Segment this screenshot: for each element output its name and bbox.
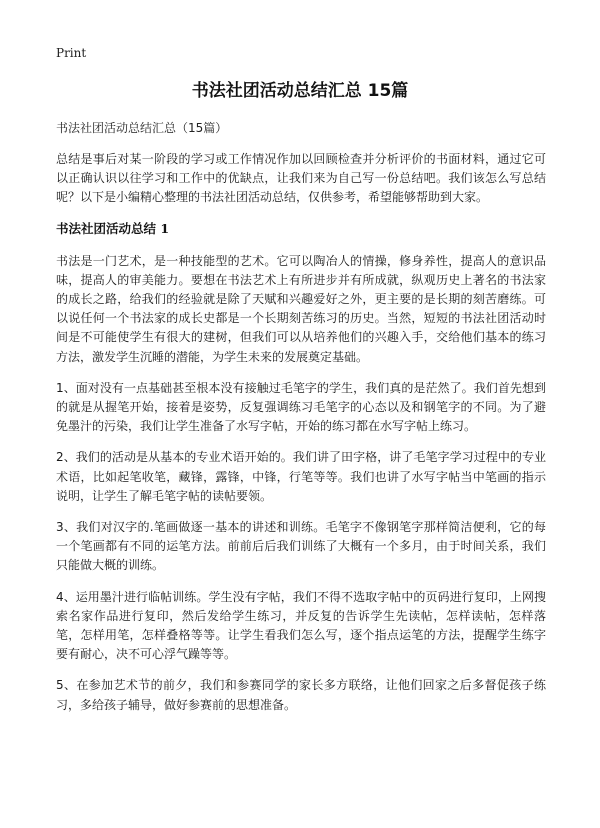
body-paragraph: 3、我们对汉字的.笔画做逐一基本的讲述和训练。毛笔字不像钢笔字那样简洁便利，它的每一个笔画都有不同的运笔方法。前前后后我们训练了大概有一个多月，由于时间关系，我们只能做大概的训练。 <box>56 520 546 573</box>
page-title: 书法社团活动总结汇总 15篇 <box>191 81 409 101</box>
body-paragraph: 5、在参加艺术节的前夕，我们和参赛同学的家长多方联络，让他们回家之后多督促孩子练习，多给孩子辅导，做好参赛前的思想准备。 <box>56 678 546 712</box>
body-paragraph: 2、我们的活动是从基本的专业术语开始的。我们讲了田字格，讲了毛笔字学习过程中的专业术语，比如起笔收笔，藏锋，露锋，中锋，行笔等等。我们也讲了水写字帖当中笔画的指示说明，让学生了解毛笔字帖的读帖要领。 <box>56 450 546 503</box>
print-label[interactable]: Print <box>56 46 87 60</box>
document-body <box>56 150 546 727</box>
section-heading: 书法社团活动总结 1 <box>56 220 170 236</box>
intro-paragraph: 总结是事后对某一阶段的学习或工作情况作加以回顾检查并分析评价的书面材料，通过它可以正确认识以往学习和工作中的优缺点，让我们来为自己写一份总结吧。我们该怎么写总结呢？以下是小编精心整理的书法社团活动总结，仅供参考，希望能够帮助到大家。 <box>56 152 546 205</box>
body-paragraph: 4、运用墨汁进行临帖训练。学生没有字帖，我们不得不选取字帖中的页码进行复印，上网搜索名家作品进行复印，然后发给学生练习，并反复的告诉学生先读帖，怎样读帖，怎样落笔，怎样用笔，怎样叠格等等。让学生看我们怎么写，逐个指点运笔的方法，提醒学生练字要有耐心，决不可心浮气躁等等。 <box>56 589 546 662</box>
document-subtitle: 书法社团活动总结汇总（15篇） <box>56 121 228 135</box>
body-paragraph: 1、面对没有一点基础甚至根本没有接触过毛笔字的学生，我们真的是茫然了。我们首先想到的就是从握笔开始，接着是姿势，反复强调练习毛笔字的心态以及和钢笔字的不同。为了避免墨汁的污染，我们让学生准备了水写字帖，开始的练习都在水写字帖上练习。 <box>56 380 546 434</box>
body-paragraph: 书法是一门艺术，是一种技能型的艺术。它可以陶冶人的情操，修身养性，提高人的意识品味，提高人的审美能力。要想在书法艺术上有所进步并有所成就，纵观历史上著名的书法家的成长之路，给我们的经验就是除了天赋和兴趣爱好之外，更主要的是长期的刻苦磨练。可以说任何一个书法家的成长史都是一个长期刻苦练习的历史。当然，短短的书法社团活动时间是不可能使学生有很大的建树，但我们可以从培养他们的兴趣入手，交给他们基本的练习方法，激发学生沉睡的潜能，为学生未来的发展奠定基础。 <box>56 253 546 364</box>
